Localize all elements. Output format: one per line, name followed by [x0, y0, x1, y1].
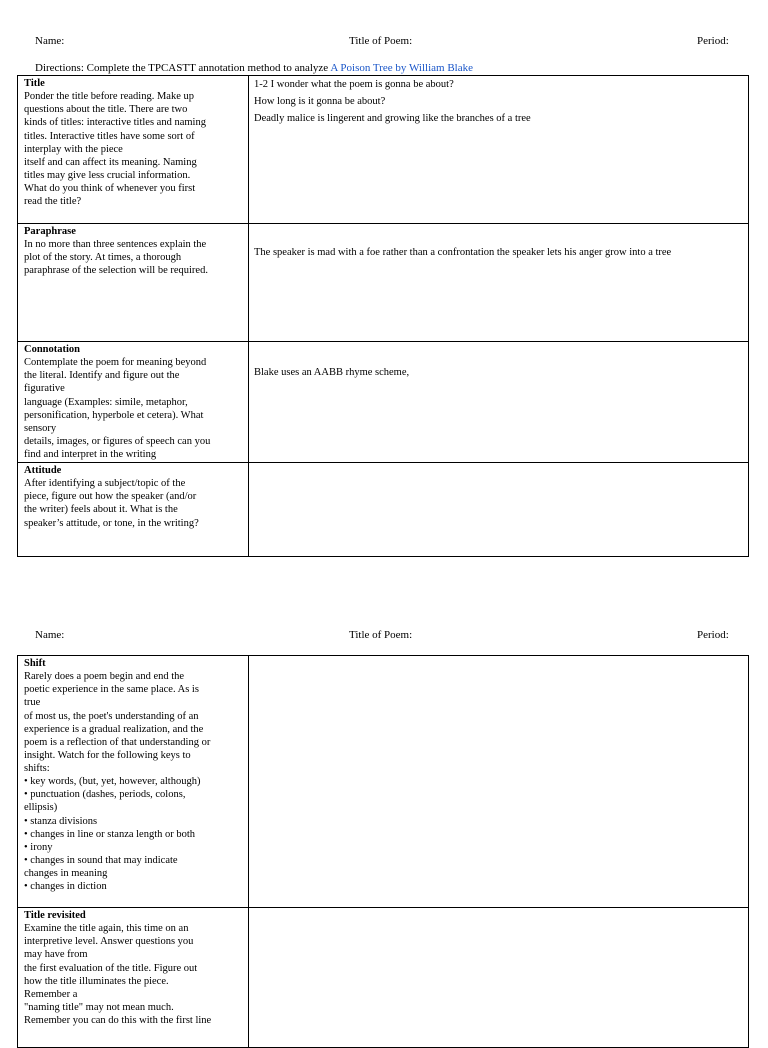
title-of-poem-label: Title of Poem:: [349, 35, 413, 47]
response-cell[interactable]: [249, 342, 749, 463]
table-row-connotation: [18, 342, 749, 463]
name-label: Name:: [35, 629, 65, 641]
tpcastt-table-page1: [17, 75, 749, 557]
row-heading: Paraphrase: [24, 226, 76, 237]
response-line: How long is it gonna be about?: [254, 96, 386, 108]
tpcastt-table-page2: [17, 655, 749, 1048]
response-line: The speaker is mad with a foe rather than a confrontation the speaker lets his anger grow into a tree: [254, 247, 672, 258]
row-heading: Title revisited: [24, 910, 86, 921]
prompt-cell: [18, 76, 249, 224]
prompt-cell: [18, 908, 249, 1048]
page1-header: [0, 35, 768, 51]
row-instructions: Rarely does a poem begin and end the poetic experience in the same place. As is true of most us, the poet's understanding of an experience is a gradual realization, and the poem is a reflection of that understanding or insight. Watch for the following keys to shifts: • key words, (but, yet, however, although) • punctuation (dashes, periods, colons, ellipsis) • stanza divisions • changes in line or stanza length or both • irony • changes in sound that may indicate changes in meaning • changes in diction: [24, 671, 211, 893]
row-heading: Connotation: [24, 344, 81, 355]
row-instructions: Ponder the title before reading. Make up questions about the title. There are two kinds of titles: interactive titles and naming titles. Interactive titles have some sort of interplay with the piece itself and can affect its meaning. Naming titles may give less crucial information. What do you think of whenever you first read the title?: [24, 91, 206, 208]
period-label: Period:: [697, 629, 729, 641]
title-of-poem-label: Title of Poem:: [349, 629, 413, 641]
table-row-shift: [18, 656, 749, 908]
directions-text: Directions: Complete the TPCASTT annotation method to analyze: [35, 62, 331, 74]
prompt-cell: [18, 342, 249, 463]
table-row-attitude: [18, 463, 749, 557]
page2-header: [0, 629, 768, 645]
response-cell[interactable]: [249, 76, 749, 224]
row-heading: Title: [24, 78, 45, 89]
name-label: Name:: [35, 35, 65, 47]
prompt-cell: [18, 463, 249, 557]
response-line: 1-2 I wonder what the poem is gonna be about?: [254, 79, 454, 90]
response-cell[interactable]: [249, 224, 749, 342]
prompt-cell: [18, 656, 249, 908]
response-cell[interactable]: [249, 908, 749, 1048]
period-label: Period:: [697, 35, 729, 47]
row-instructions: Contemplate the poem for meaning beyond the literal. Identify and figure out the figurative language (Examples: simile, metaphor, personification, hyperbole et cetera). What sensory details, images, or figures of speech can you find and interpret in the writing: [24, 357, 211, 460]
table-row-title: [18, 76, 749, 224]
response-cell[interactable]: [249, 656, 749, 908]
poem-link[interactable]: A Poison Tree by William Blake: [330, 62, 473, 74]
row-heading: Shift: [24, 658, 46, 669]
directions: [35, 62, 473, 76]
response-cell[interactable]: [249, 463, 749, 557]
row-heading: Attitude: [24, 465, 62, 476]
table-row-paraphrase: [18, 224, 749, 342]
row-instructions: In no more than three sentences explain the plot of the story. At times, a thorough paraphrase of the selection will be required.: [24, 239, 208, 277]
prompt-cell: [18, 224, 249, 342]
row-instructions: Examine the title again, this time on an interpretive level. Answer questions you may have from the first evaluation of the title. Figure out how the title illuminates the piece. Remember a "naming title" may not mean much. Remember you can do this with the first line: [24, 923, 212, 1026]
response-line: Blake uses an AABB rhyme scheme,: [254, 367, 410, 378]
table-row-title-revisited: [18, 908, 749, 1048]
row-instructions: After identifying a subject/topic of the piece, figure out how the speaker (and/or the writer) feels about it. What is the speaker’s attitude, or tone, in the writing?: [24, 478, 199, 529]
response-line: Deadly malice is lingerent and growing like the branches of a tree: [254, 113, 531, 125]
